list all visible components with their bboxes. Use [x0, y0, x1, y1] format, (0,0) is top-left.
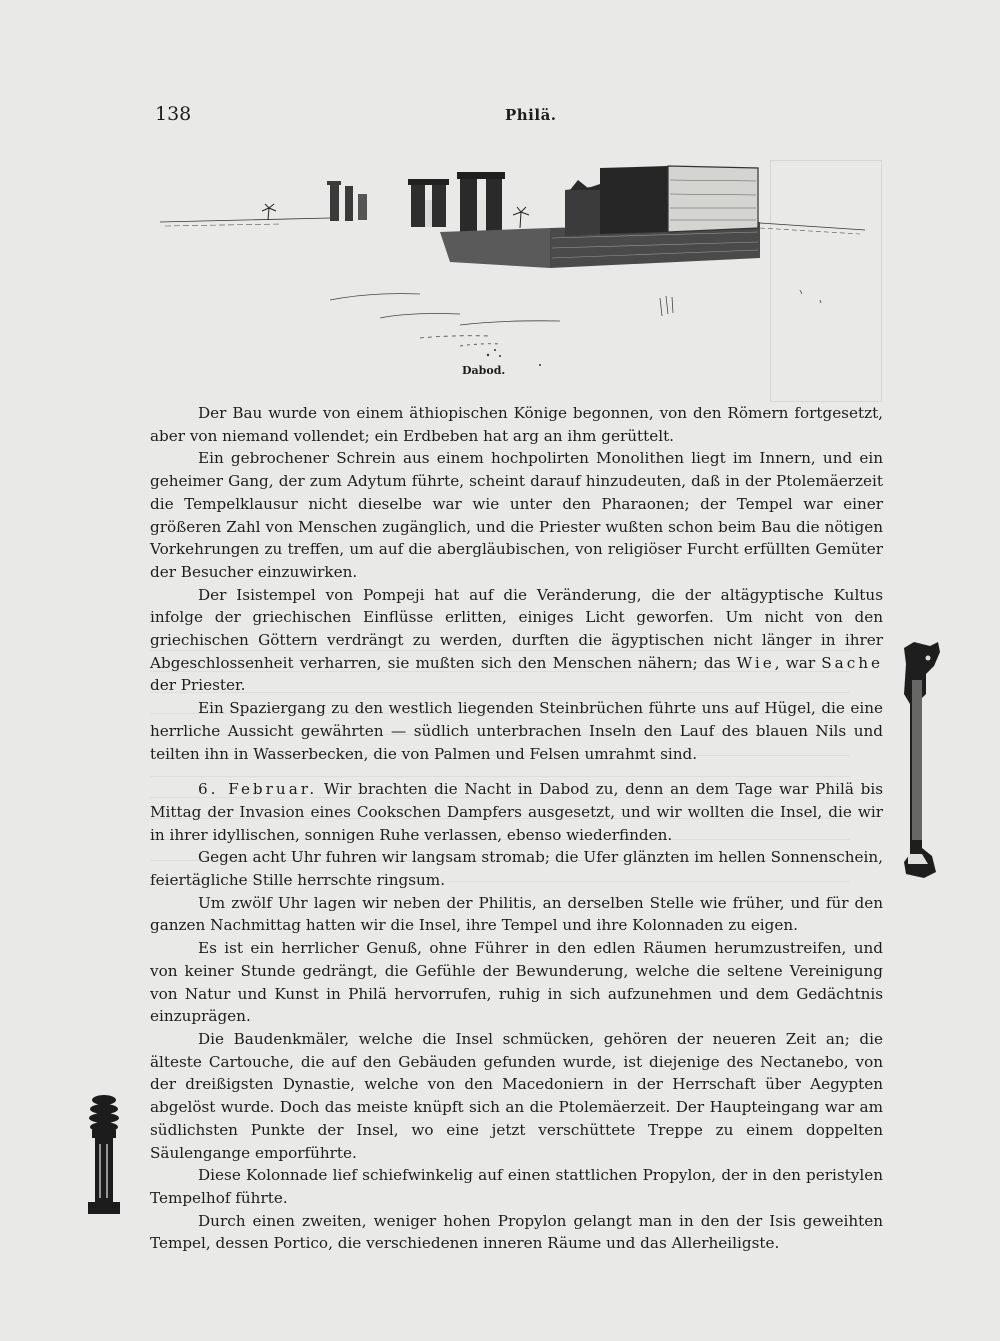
paragraph: Diese Kolonnade lief schiefwinkelig auf einen stattlichen Propylon, der in den peristylen Tempelhof führte.: [150, 1166, 883, 1207]
paragraph: Ein Spaziergang zu den westlich liegenden Steinbrüchen führte uns auf Hügel, die eine herrliche Aussicht gewährten — südlich unterbrachen Inseln den Lauf des blauen Nils und teilten ihn in Wasserbecken, die von Palmen und Felsen umrahmt sind.: [150, 699, 883, 763]
animal-headed-staff-figure: [898, 640, 942, 885]
paragraph: Durch einen zweiten, weniger hohen Propylon gelangt man in den der Isis geweihten Tempel, dessen Portico, die verschiedenen inneren Räume und das Allerheiligste.: [150, 1211, 883, 1253]
page-number: 138: [155, 103, 192, 125]
paragraph: Die Baudenkmäler, welche die Insel schmücken, gehören der neueren Zeit an; die älteste Cartouche, die auf den Gebäuden gefunden wurde, ist diejenige des Nectanebo, von der dreißigsten Dynastie, welche von den Macedoniern in der Herrschaft über Aegypten abgelöst wurde. Doch das meiste knüpft sich an die Ptolemäerzeit. Der Haupteingang war am südlichsten Punkte der Insel, wo eine jetzt verschüttete Treppe zu einem doppelten Säulengange emporführte.: [150, 1029, 883, 1162]
paragraph: Ein gebrochener Schrein aus einem hochpolirten Monolithen liegt im Innern, und ein geheimer Gang, der zum Adytum führte, scheint darauf hinzudeuten, daß in der Ptolemäerzeit die Tempelklausur nicht dieselbe war wie unter den Pharaonen; der Tempel war einer größeren Zahl von Menschen zugänglich, und die Priester wußten schon beim Bau die nötigen Vorkehrungen zu treffen, um auf die abergläubischen, von religiöser Furcht erfüllten Gemüter der Besucher einzuwirken.: [150, 449, 883, 581]
paragraph: Der Isistempel von Pompeji hat auf die Veränderung, die der altägyptische Kultus infolge der griechischen Einflüsse erlitten, einiges Licht geworfen. Um nicht von den griechischen Göttern verdrängt zu werden, durften die ägyptischen nicht länger in ihrer Abgeschlossenheit verharren, sie mußten sich den Menschen nähern; das Wie, war Sache der Priester.: [150, 585, 884, 695]
figure-caption: Dabod.: [462, 364, 506, 377]
body-text: [150, 402, 883, 1255]
paragraph: Gegen acht Uhr fuhren wir langsam stromab; die Ufer glänzten im hellen Sonnenschein, feiertägliche Stille herrschte ringsum.: [150, 848, 883, 890]
dabod-temple-engraving: [160, 150, 880, 385]
paragraph: Um zwölf Uhr lagen wir neben der Philitis, an derselben Stelle wie früher, und für den ganzen Nachmittag hatten wir die Insel, ihre Tempel und ihre Kolonnaden zu eigen.: [150, 893, 883, 935]
paragraph: Es ist ein herrlicher Genuß, ohne Führer in den edlen Räumen herumzustreifen, und von keiner Stunde gedrängt, die Gefühle der Bewunderung, welche die seltene Vereinigung von Natur und Kunst in Philä hervorrufen, ruhig in sich aufzunehmen und dem Gedächtnis einzuprägen.: [150, 939, 883, 1026]
emphasis-wie: Wie: [736, 653, 775, 672]
column-ornament-figure: [80, 1092, 128, 1220]
paragraph: Der Bau wurde von einem äthiopischen Könige begonnen, von den Römern fortgesetzt, aber von niemand vollendet; ein Erdbeben hat arg an ihm gerüttelt.: [150, 404, 883, 445]
paragraph: 6. Februar. Wir brachten die Nacht in Dabod zu, denn an dem Tage war Philä bis Mittag der Invasion eines Cookschen Dampfers ausgesetzt, und wir wollten die Insel, die wir in ihrer idyllischen, sonnigen Ruhe verlassen, ebenso wiederfinden.: [150, 780, 884, 844]
diary-date: 6. Februar.: [198, 780, 318, 799]
running-title: Philä.: [505, 106, 557, 124]
emphasis-sache: Sache: [821, 653, 884, 672]
